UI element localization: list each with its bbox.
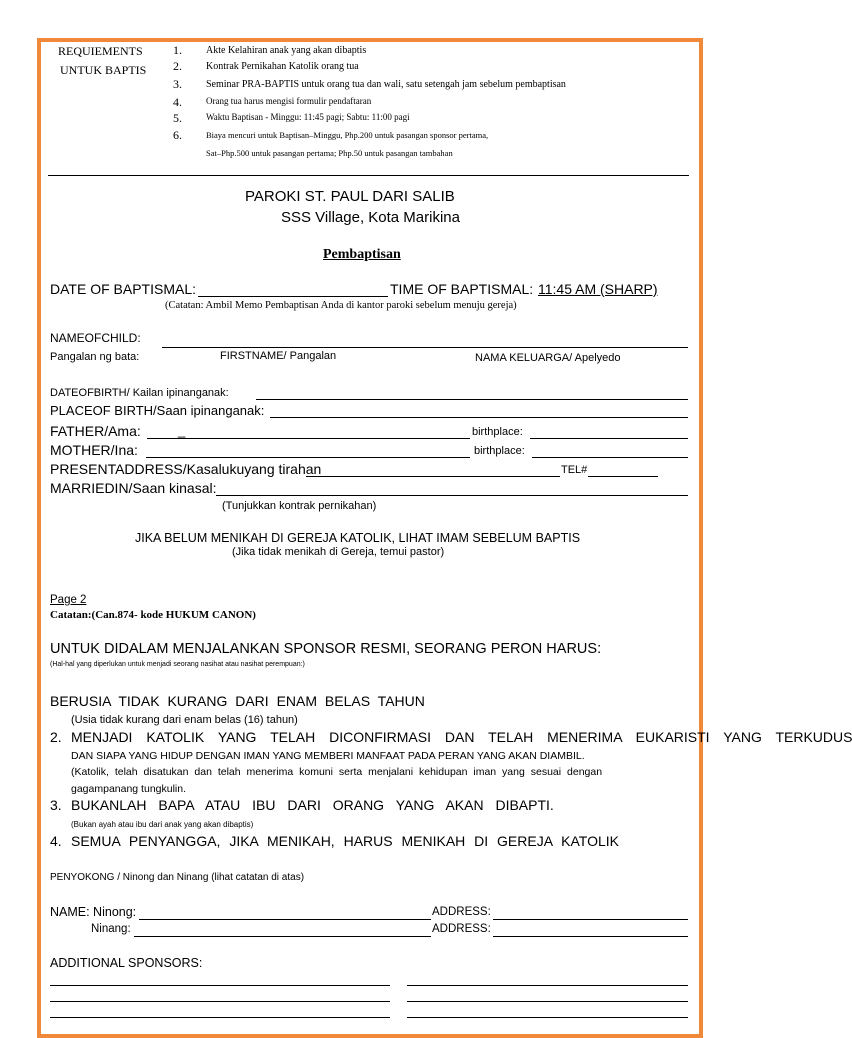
baptism-date-label: DATE OF BAPTISMAL:: [50, 281, 196, 297]
page2-label: Page 2: [50, 594, 87, 606]
child-name-label: NAMEOFCHILD:: [50, 331, 141, 345]
sponsor-subheading: (Hal-hal yang diperlukan untuk menjadi seorang nasihat atau nasihat perempuan:): [50, 661, 305, 668]
additional-sponsor-field[interactable]: [50, 985, 390, 986]
rule-4: SEMUA PENYANGGA, JIKA MENIKAH, HARUS MENIKAH DI GEREJA KATOLIK: [71, 833, 620, 849]
address-field[interactable]: [306, 476, 560, 477]
form-title: Pembaptisan: [323, 247, 401, 262]
req-item-1: Akte Kelahiran anak yang akan dibaptis: [206, 45, 367, 56]
req-num-6: 6.: [173, 128, 182, 142]
req-item-6: Biaya mencuri untuk Baptisan–Minggu, Php.200 untuk pasangan sponsor pertama,: [206, 130, 489, 140]
ninong-address-field[interactable]: [493, 919, 688, 920]
mother-birthplace-field[interactable]: [532, 457, 688, 458]
father-field[interactable]: [147, 438, 470, 439]
ninong-name-field[interactable]: [139, 919, 431, 920]
baptism-time-label: TIME OF BAPTISMAL:: [390, 281, 534, 297]
section-divider: [48, 175, 689, 176]
sponsors-heading: PENYOKONG / Ninong dan Ninang (lihat catatan di atas): [50, 872, 305, 883]
req-item-6-cont: Sat–Php.500 untuk pasangan pertama; Php.50 untuk pasangan tambahan: [206, 148, 453, 158]
additional-sponsors-label: ADDITIONAL SPONSORS:: [50, 956, 203, 970]
child-firstname-label: FIRSTNAME/ Pangalan: [220, 350, 337, 362]
baptism-note: (Catatan: Ambil Memo Pembaptisan Anda di kantor paroki sebelum menuju gereja): [165, 300, 517, 311]
baptism-date-field[interactable]: [198, 296, 388, 297]
father-birthplace-label: birthplace:: [472, 426, 523, 438]
ninong-label: NAME: Ninong:: [50, 905, 137, 919]
dob-label: DATEOFBIRTH/ Kailan ipinanganak:: [50, 387, 229, 399]
tel-label: TEL#: [561, 464, 588, 476]
address-label: PRESENTADDRESS/Kasalukuyang tirahan: [50, 461, 322, 477]
married-label: MARRIEDIN/Saan kinasal:: [50, 480, 217, 496]
req-num-3: 3.: [173, 77, 182, 91]
mother-label: MOTHER/Ina:: [50, 442, 138, 458]
req-item-3: Seminar PRA-BAPTIS untuk orang tua dan wali, satu setengah jam sebelum pembaptisan: [206, 79, 566, 90]
rule-2-cont: DAN SIAPA YANG HIDUP DENGAN IMAN YANG MEMBERI MANFAAT PADA PERAN YANG AKAN DIAMBIL.: [71, 750, 585, 762]
notice-sub: (Jika tidak menikah di Gereja, temui pastor): [232, 546, 445, 558]
req-num-1: 1.: [173, 43, 182, 57]
rule-3-num: 3.: [50, 797, 62, 813]
ninong-address-label: ADDRESS:: [432, 906, 491, 918]
child-given-label: Pangalan ng bata:: [50, 351, 140, 363]
rule-2-num: 2.: [50, 729, 62, 745]
father-birthplace-field[interactable]: [530, 438, 688, 439]
additional-sponsor-field[interactable]: [407, 1001, 688, 1002]
req-item-5: Waktu Baptisan - Minggu: 11:45 pagi; Sabtu: 11:00 pagi: [206, 112, 410, 122]
parish-name: PAROKI ST. PAUL DARI SALIB: [245, 188, 455, 205]
rule-3-sub: (Bukan ayah atau ibu dari anak yang akan dibaptis): [71, 820, 254, 829]
sponsor-heading: UNTUK DIDALAM MENJALANKAN SPONSOR RESMI, SEORANG PERON HARUS:: [50, 641, 602, 657]
additional-sponsor-field[interactable]: [407, 1017, 688, 1018]
notice-main: JIKA BELUM MENIKAH DI GEREJA KATOLIK, LIHAT IMAM SEBELUM BAPTIS: [135, 531, 581, 545]
req-num-4: 4.: [173, 95, 182, 109]
rule-2: MENJADI KATOLIK YANG TELAH DICONFIRMASI DAN TELAH MENERIMA EUKARISTI YANG TERKUDUS: [71, 729, 852, 745]
pob-label: PLACEOF BIRTH/Saan ipinanganak:: [50, 403, 265, 418]
rule-4-num: 4.: [50, 833, 62, 849]
requirements-heading-line2: UNTUK BAPTIS: [60, 63, 147, 77]
rule-1: BERUSIA TIDAK KURANG DARI ENAM BELAS TAHUN: [50, 693, 425, 709]
ninang-address-field[interactable]: [493, 936, 688, 937]
tel-field[interactable]: [588, 476, 658, 477]
additional-sponsor-field[interactable]: [50, 1017, 390, 1018]
parish-address: SSS Village, Kota Marikina: [281, 209, 460, 226]
rule-3: BUKANLAH BAPA ATAU IBU DARI ORANG YANG AKAN DIBAPTI.: [71, 797, 554, 813]
req-item-2: Kontrak Pernikahan Katolik orang tua: [206, 61, 359, 72]
req-num-5: 5.: [173, 111, 182, 125]
married-note: (Tunjukkan kontrak pernikahan): [222, 500, 377, 512]
rule-2-sub: (Katolik, telah disatukan dan telah menerima komuni serta menjalani kehidupan iman yang sesuai dengan: [71, 766, 603, 778]
req-item-4: Orang tua harus mengisi formulir pendaftaran: [206, 96, 372, 106]
additional-sponsor-field[interactable]: [407, 985, 688, 986]
baptism-time-value: 11:45 AM (SHARP): [538, 281, 658, 297]
req-num-2: 2.: [173, 59, 182, 73]
ninang-address-label: ADDRESS:: [432, 923, 491, 935]
ninang-name-field[interactable]: [134, 936, 431, 937]
pob-field[interactable]: [270, 417, 688, 418]
father-value: _: [178, 423, 186, 438]
dob-field[interactable]: [256, 399, 688, 400]
child-name-field[interactable]: [162, 347, 688, 348]
requirements-heading-line1: REQUIEMENTS: [58, 44, 143, 58]
mother-field[interactable]: [146, 457, 470, 458]
rule-1-sub: (Usia tidak kurang dari enam belas (16) tahun): [71, 714, 298, 726]
ninang-label: Ninang:: [91, 923, 131, 935]
rule-2-sub2: gagampanang tungkulin.: [71, 783, 187, 795]
canon-note: Catatan:(Can.874- kode HUKUM CANON): [50, 609, 256, 621]
additional-sponsor-field[interactable]: [50, 1001, 390, 1002]
married-field[interactable]: [216, 495, 688, 496]
child-familyname-label: NAMA KELUARGA/ Apelyedo: [475, 352, 621, 364]
mother-birthplace-label: birthplace:: [474, 445, 525, 457]
father-label: FATHER/Ama:: [50, 423, 141, 439]
